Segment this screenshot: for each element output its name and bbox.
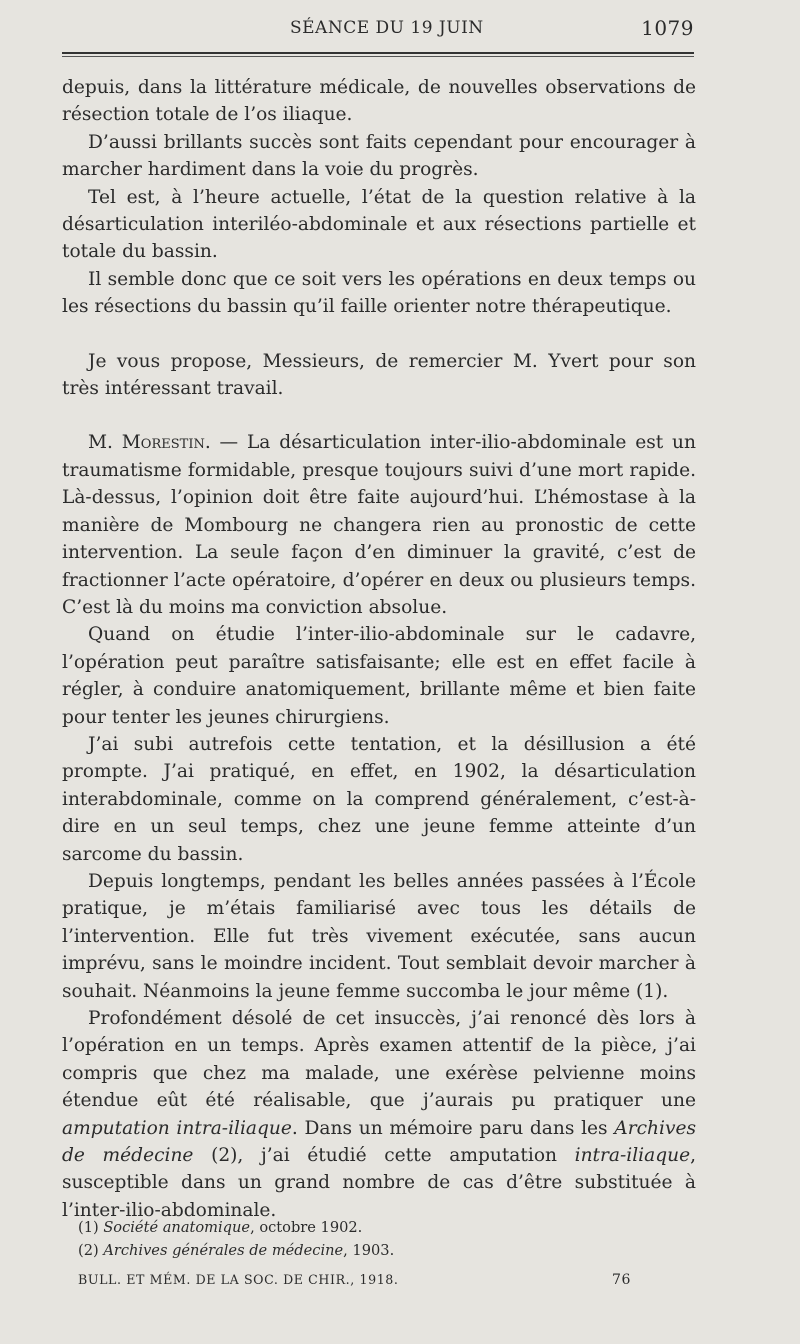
- text-run: Tel est, à l’heure actuelle, l’état de la question relative à la désarticulation interiléo-abdominale et aux résections partielle et totale du bassin.: [62, 186, 696, 263]
- header-rule: [62, 52, 694, 57]
- paragraph: [62, 266, 696, 321]
- paragraph: [62, 184, 696, 266]
- text-run: M.: [88, 432, 122, 454]
- paragraph-gap: [62, 402, 696, 429]
- text-run: Il semble donc que ce soit vers les opérations en deux temps ou les résections du bassin qu’il faille orienter notre thérapeutique.: [62, 268, 696, 318]
- running-title: SÉANCE DU 19 JUIN: [290, 18, 484, 38]
- text-run: D’aussi brillants succès sont faits cependant pour encourager à marcher hardiment dans la voie du progrès.: [62, 131, 696, 181]
- paragraph: [62, 129, 696, 184]
- footnote: [78, 1239, 698, 1262]
- text-run: . — La désarticulation inter-ilio-abdominale est un traumatisme formidable, presque toujours suivi d’une mort rapide. Là-dessus, l’opinion doit être faite aujourd’hui. L’hémostase à la manière de Mombourg ne changera rien au pronostic de cette intervention. La seule façon d’en diminuer la gravité, c’est de fractionner l’acte opératoire, d’opérer en deux ou plusieurs temps. C’est là du moins ma conviction absolue.: [62, 432, 696, 618]
- paragraph: [62, 348, 696, 403]
- footnote-source: Archives générales de médecine: [103, 1242, 344, 1259]
- footnote-marker: (2): [78, 1242, 104, 1259]
- italic-run: intra-iliaque: [574, 1145, 691, 1167]
- paragraph: [62, 429, 696, 621]
- page-number: 1079: [641, 16, 694, 40]
- footnotes: [78, 1216, 698, 1262]
- footnote-marker: (1): [78, 1219, 104, 1236]
- text-run: . Dans un mémoire paru dans les: [291, 1117, 615, 1139]
- footnote-source: Société anatomique: [103, 1219, 251, 1236]
- journal-line: BULL. ET MÉM. DE LA SOC. DE CHIR., 1918.: [78, 1272, 399, 1287]
- paragraph: [62, 731, 696, 868]
- text-run: Profondément désolé de cet insuccès, j’ai renoncé dès lors à l’opération en un temps. Après examen attentif de la pièce, j’ai compris que chez ma malade, une exérèse pelvienne moins étendue eût été réalisable, que j’aurais pu pratiquer une: [62, 1008, 696, 1112]
- paragraph: [62, 621, 696, 731]
- text-run: (2), j’ai étudié cette amputation: [193, 1145, 575, 1167]
- paragraph-gap: [62, 321, 696, 348]
- author-name: Morestin: [121, 432, 205, 454]
- italic-run: amputation intra-iliaque: [62, 1117, 292, 1139]
- text-run: Quand on étudie l’inter-ilio-abdominale sur le cadavre, l’opération peut paraître satisfaisante; elle est en effet facile à régler, à conduire anatomiquement, brillante même et bien faite pour tenter les jeunes chirurgiens.: [62, 624, 696, 728]
- text-run: Depuis longtemps, pendant les belles années passées à l’École pratique, je m’étais familiarisé avec tous les détails de l’intervention. Elle fut très vivement exécutée, sans aucun imprévu, sans le moindre incident. Tout semblait devoir marcher à souhait. Néanmoins la jeune femme succomba le jour même (1).: [62, 870, 696, 1002]
- text-run: J’ai subi autrefois cette tentation, et la désillusion a été prompte. J’ai pratiqué, en effet, en 1902, la désarticulation interabdominale, comme on la comprend généralement, c’est-à-dire en un seul temps, chez une jeune femme atteinte d’un sarcome du bassin.: [62, 733, 696, 865]
- text-run: depuis, dans la littérature médicale, de nouvelles observations de résection totale de l’os iliaque.: [62, 77, 696, 126]
- paragraph: [62, 868, 696, 1005]
- paragraph: [62, 1005, 696, 1224]
- paragraph: [62, 74, 696, 129]
- footnote-rest: , 1903.: [343, 1242, 395, 1259]
- signature-mark: 76: [612, 1272, 632, 1288]
- footnote-rest: , octobre 1902.: [250, 1219, 363, 1236]
- text-run: , susceptible dans un grand nombre de cas d’être substituée à l’inter-ilio-abdominale.: [62, 1145, 697, 1221]
- page-footer: [78, 1272, 638, 1287]
- text-run: Je vous propose, Messieurs, de remercier M. Yvert pour son très intéressant travail.: [62, 350, 696, 400]
- italic-run: Archives de médecine: [62, 1117, 696, 1167]
- body-text: [62, 74, 696, 1224]
- page-header: [62, 14, 694, 44]
- footnote: [78, 1216, 698, 1239]
